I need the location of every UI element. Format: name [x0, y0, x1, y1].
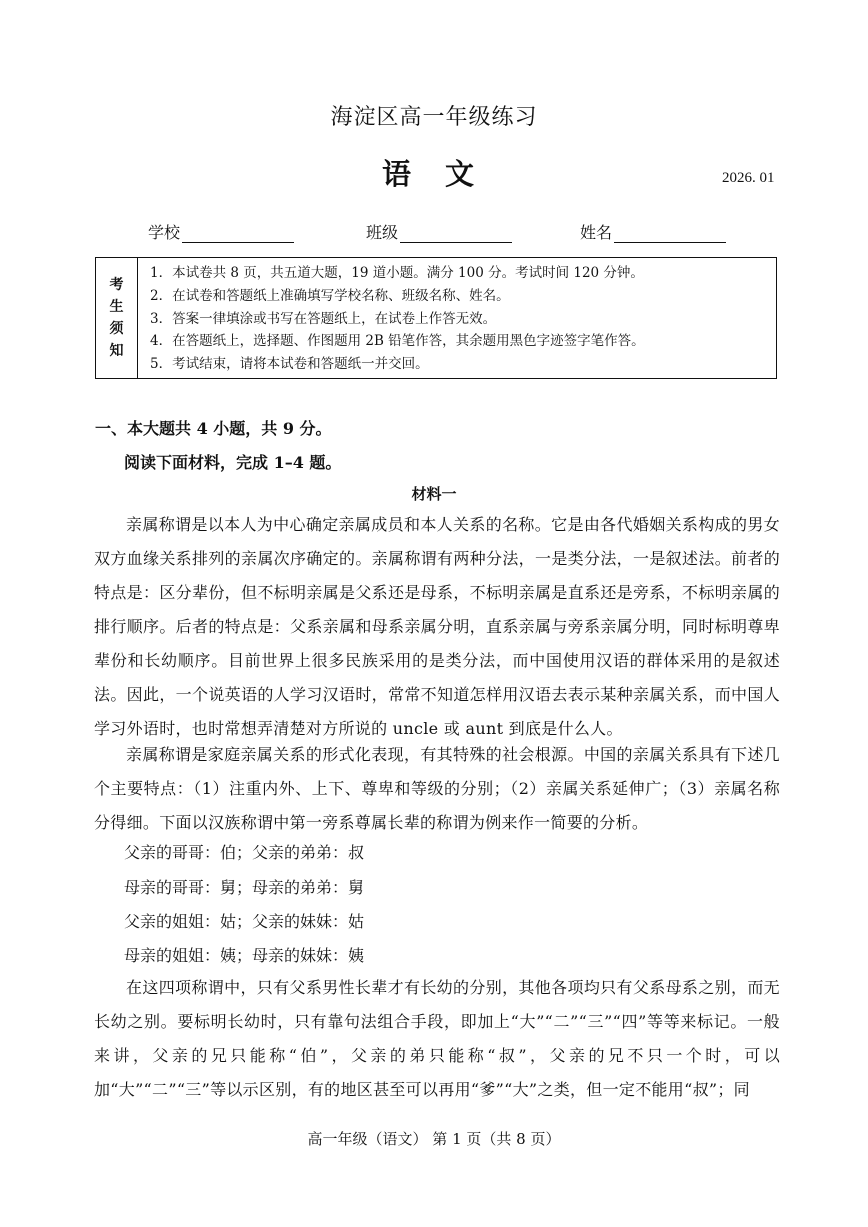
material-title: 材料一: [411, 485, 457, 503]
school-label: 学校: [148, 223, 181, 242]
notice-label: [96, 258, 138, 378]
exam-date: 2026. 01: [722, 170, 775, 186]
notice-list: [150, 262, 645, 376]
notice-item: 4．在答题纸上，选择题、作图题用 2B 铅笔作答，其余题用黑色字迹签字笔作答。: [150, 333, 645, 350]
school-blank: [182, 224, 294, 243]
name-blank: [614, 224, 726, 243]
body-paragraph: 亲属称谓是家庭亲属关系的形式化表现，有其特殊的社会根源。中国的亲属关系具有下述几个主要特点：（1）注重内外、上下、尊卑和等级的分别；（2）亲属关系延伸广；（3）亲属名称分得细。下面以汉族称谓中第一旁系尊属长辈的称谓为例来作一简要的分析。: [94, 745, 780, 832]
class-field: [366, 220, 512, 243]
notice-label-char: 考: [109, 277, 124, 293]
class-blank: [400, 224, 512, 243]
subject-title: 语 文: [381, 157, 487, 191]
notice-label-char: 生: [109, 299, 124, 315]
page-footer: 高一年级（语文） 第 1 页（共 8 页）: [307, 1130, 561, 1148]
candidate-notice-box: [95, 257, 777, 379]
reading-instruction: 阅读下面材料，完成 1–4 题。: [124, 453, 342, 472]
section-heading: 一、本大题共 4 小题，共 9 分。: [95, 419, 332, 438]
kinship-line: 母亲的姐姐：姨；母亲的妹妹：姨: [124, 946, 365, 965]
kinship-line: 父亲的姐姐：姑；父亲的妹妹：姑: [124, 912, 365, 931]
kinship-line: 母亲的哥哥：舅；母亲的弟弟：舅: [124, 878, 365, 897]
class-label: 班级: [366, 223, 399, 242]
body-paragraph: 在这四项称谓中，只有父系男性长辈才有长幼的分别，其他各项均只有父系母系之别，而无长幼之别。要标明长幼时，只有靠句法组合手段，即加上“大”“二”“三”“四”等等来标记。一般来讲，父亲的兄只能称“伯”，父亲的弟只能称“叔”，父亲的兄不只一个时，可以加“大”“二”“三”等以示区别，有的地区甚至可以再用“爹”“大”之类，但一定不能用“叔”；同: [94, 978, 780, 1099]
notice-item: 5．考试结束，请将本试卷和答题纸一并交回。: [150, 356, 429, 373]
notice-item: 3．答案一律填涂或书写在答题纸上，在试卷上作答无效。: [150, 310, 497, 327]
notice-label-char: 知: [109, 343, 124, 359]
kinship-line: 父亲的哥哥：伯；父亲的弟弟：叔: [124, 843, 365, 862]
school-field: [148, 220, 294, 243]
exam-title: 海淀区高一年级练习: [330, 105, 538, 130]
body-paragraph: 亲属称谓是以本人为中心确定亲属成员和本人关系的名称。它是由各代婚姻关系构成的男女双方血缘关系排列的亲属次序确定的。亲属称谓有两种分法，一是类分法，一是叙述法。前者的特点是：区分辈份，但不标明亲属是父系还是母系，不标明亲属是直系还是旁系，不标明亲属的排行顺序。后者的特点是：父系亲属和母系亲属分明，直系亲属与旁系亲属分明，同时标明尊卑辈份和长幼顺序。目前世界上很多民族采用的是类分法，而中国使用汉语的群体采用的是叙述法。因此，一个说英语的人学习汉语时，常常不知道怎样用汉语去表示某种亲属关系，而中国人学习外语时，也时常想弄清楚对方所说的 uncle 或 aunt 到底是什么人。: [94, 515, 780, 738]
name-label: 姓名: [580, 223, 613, 242]
name-field: [580, 220, 726, 243]
notice-item: 2．在试卷和答题纸上准确填写学校名称、班级名称、姓名。: [150, 287, 510, 304]
notice-item: 1．本试卷共 8 页，共五道大题，19 道小题。满分 100 分。考试时间 120 分钟。: [150, 265, 644, 281]
notice-label-char: 须: [109, 321, 124, 337]
